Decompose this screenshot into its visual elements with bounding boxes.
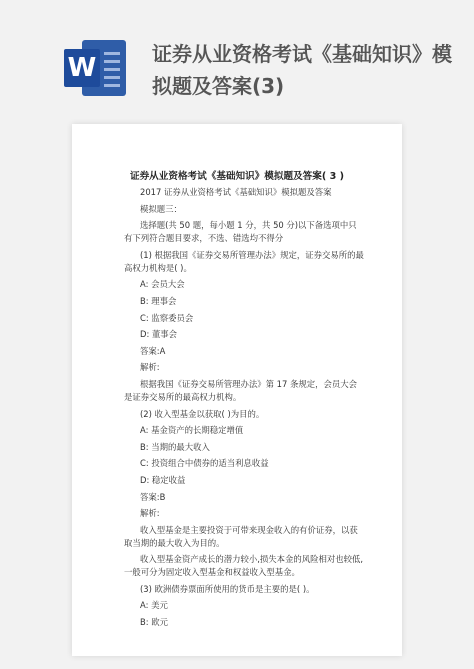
document-paragraph: 2017 证券从业资格考试《基础知识》模拟题及答案 bbox=[140, 187, 332, 197]
document-paragraph: 模拟题三： bbox=[140, 203, 182, 214]
document-title: 证券从业资格考试《基础知识》模拟题及答案( 3 ) bbox=[130, 171, 344, 182]
document-body bbox=[124, 186, 364, 633]
document-paragraph: 收入型基金是主要投资于可带来现金收入的有价证券，以获取当期的最大收入为目的。 bbox=[124, 524, 358, 548]
document-paragraph: 答案:B bbox=[140, 491, 166, 502]
word-icon-letter: W bbox=[64, 49, 100, 87]
document-paragraph: C: 投资组合中债券的适当利息收益 bbox=[140, 458, 269, 469]
document-paragraph: B: 当期的最大收入 bbox=[140, 441, 210, 452]
document-paragraph: 解析: bbox=[140, 508, 160, 519]
document-paragraph: (3) 欧洲债券票面所使用的货币是主要的是( )。 bbox=[140, 583, 315, 594]
banner-title: 证券从业资格考试《基础知识》模拟题及答案(3) bbox=[152, 42, 452, 98]
document-paragraph: (1) 根据我国《证券交易所管理办法》规定，证券交易所的最高权力机构是( )。 bbox=[124, 249, 364, 273]
word-document-icon bbox=[64, 40, 128, 96]
document-paragraph: 选择题(共 50 题，每小题 1 分，共 50 分)以下备选项中只有下列符合题目要求，不选、错选均不得分 bbox=[124, 220, 357, 244]
document-paragraph: (2) 收入型基金以获取( )为目的。 bbox=[140, 408, 265, 419]
document-paragraph: D: 董事会 bbox=[140, 329, 178, 340]
document-paragraph: B: 欧元 bbox=[140, 617, 168, 628]
document-paragraph: A: 基金资产的长期稳定增值 bbox=[140, 425, 244, 436]
document-paragraph: D: 稳定收益 bbox=[140, 474, 186, 485]
document-paragraph: 解析: bbox=[140, 362, 160, 373]
document-page bbox=[72, 124, 402, 656]
document-paragraph: A: 会员大会 bbox=[140, 279, 185, 290]
document-paragraph: 根据我国《证券交易所管理办法》第 17 条规定，会员大会是证券交易所的最高权力机构。 bbox=[124, 378, 357, 402]
document-paragraph: A: 美元 bbox=[140, 600, 168, 611]
document-paragraph: B: 理事会 bbox=[140, 295, 177, 306]
banner bbox=[0, 0, 474, 110]
document-paragraph: C: 监察委员会 bbox=[140, 312, 194, 323]
document-paragraph: 答案:A bbox=[140, 345, 166, 356]
document-paragraph: 收入型基金资产成长的潜力较小,损失本金的风险相对也较低,一般可分为固定收入型基金和权益收入型基金。 bbox=[124, 554, 364, 578]
